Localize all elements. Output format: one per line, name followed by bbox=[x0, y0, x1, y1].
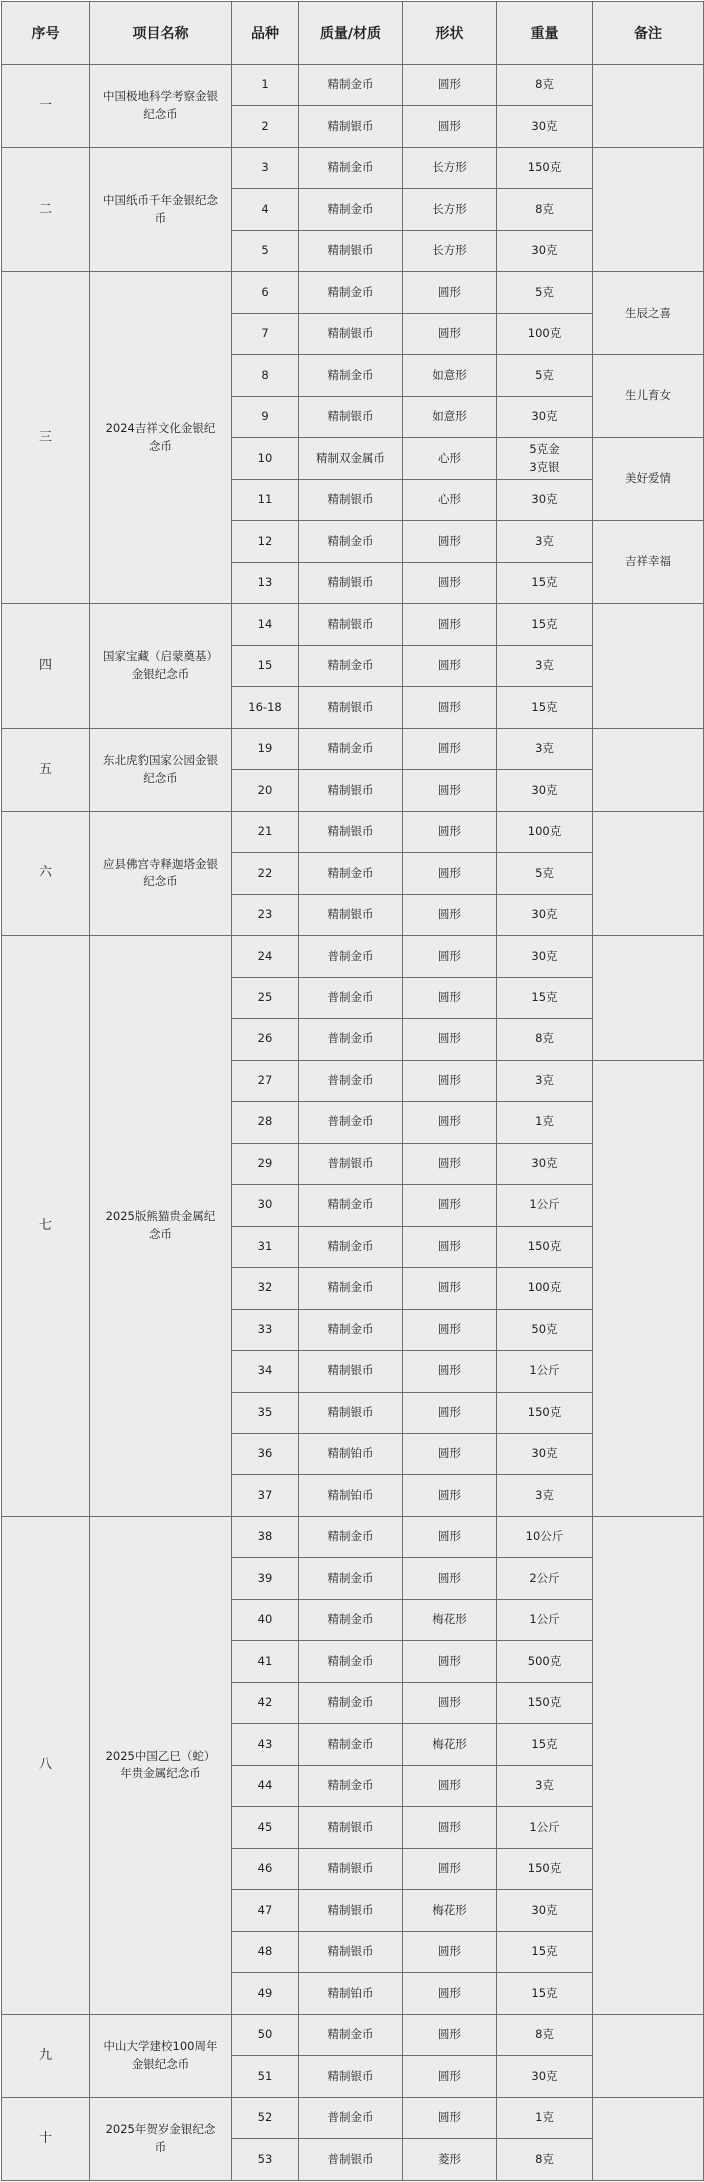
project-name: 2025年贺岁金银纪念币 bbox=[90, 2097, 232, 2180]
quality-material: 精制铂币 bbox=[299, 1475, 403, 1516]
coin-shape: 圆形 bbox=[403, 2097, 497, 2138]
coin-shape: 圆形 bbox=[403, 1060, 497, 1101]
coin-weight: 30克 bbox=[497, 479, 593, 520]
quality-material: 普制银币 bbox=[299, 1143, 403, 1184]
quality-material: 精制金币 bbox=[299, 1558, 403, 1599]
coin-weight: 100克 bbox=[497, 811, 593, 852]
remark bbox=[593, 2014, 704, 2097]
coin-shape: 心形 bbox=[403, 479, 497, 520]
variety-number: 52 bbox=[232, 2097, 299, 2138]
variety-number: 31 bbox=[232, 1226, 299, 1267]
coin-shape: 圆形 bbox=[403, 65, 497, 106]
coin-weight: 2公斤 bbox=[497, 1558, 593, 1599]
project-name: 2025版熊猫贵金属纪念币 bbox=[90, 936, 232, 1517]
quality-material: 精制银币 bbox=[299, 1890, 403, 1931]
coin-weight: 100克 bbox=[497, 313, 593, 354]
variety-number: 6 bbox=[232, 272, 299, 313]
coin-weight: 30克 bbox=[497, 1433, 593, 1474]
coin-weight: 8克 bbox=[497, 2139, 593, 2181]
coin-weight: 30克 bbox=[497, 396, 593, 437]
header-project-name: 项目名称 bbox=[90, 2, 232, 65]
project-seq: 五 bbox=[2, 728, 90, 811]
variety-number: 46 bbox=[232, 1848, 299, 1889]
remark bbox=[593, 1060, 704, 1516]
quality-material: 精制金币 bbox=[299, 1185, 403, 1226]
remark: 美好爱情 bbox=[593, 438, 704, 521]
quality-material: 精制金币 bbox=[299, 1516, 403, 1557]
coin-shape: 圆形 bbox=[403, 1973, 497, 2014]
coin-shape: 圆形 bbox=[403, 1931, 497, 1972]
quality-material: 精制银币 bbox=[299, 1931, 403, 1972]
variety-number: 44 bbox=[232, 1765, 299, 1806]
project-seq: 四 bbox=[2, 604, 90, 728]
variety-number: 25 bbox=[232, 977, 299, 1018]
quality-material: 精制金币 bbox=[299, 272, 403, 313]
coin-weight: 5克 bbox=[497, 272, 593, 313]
quality-material: 普制金币 bbox=[299, 1102, 403, 1143]
coin-weight: 1克 bbox=[497, 1102, 593, 1143]
header-shape: 形状 bbox=[403, 2, 497, 65]
coin-weight: 15克 bbox=[497, 1724, 593, 1765]
variety-number: 27 bbox=[232, 1060, 299, 1101]
variety-number: 51 bbox=[232, 2056, 299, 2097]
coin-weight: 15克 bbox=[497, 1973, 593, 2014]
coin-shape: 圆形 bbox=[403, 2056, 497, 2097]
quality-material: 精制铂币 bbox=[299, 1433, 403, 1474]
table-row bbox=[2, 1516, 704, 1557]
quality-material: 精制金币 bbox=[299, 1309, 403, 1350]
remark bbox=[593, 604, 704, 728]
quality-material: 精制银币 bbox=[299, 479, 403, 520]
coin-shape: 梅花形 bbox=[403, 1724, 497, 1765]
coin-shape: 圆形 bbox=[403, 894, 497, 935]
quality-material: 普制金币 bbox=[299, 1019, 403, 1060]
quality-material: 精制银币 bbox=[299, 687, 403, 728]
quality-material: 精制金币 bbox=[299, 1226, 403, 1267]
variety-number: 45 bbox=[232, 1807, 299, 1848]
coin-shape: 圆形 bbox=[403, 1807, 497, 1848]
variety-number: 39 bbox=[232, 1558, 299, 1599]
variety-number: 21 bbox=[232, 811, 299, 852]
variety-number: 33 bbox=[232, 1309, 299, 1350]
project-seq: 八 bbox=[2, 1516, 90, 2014]
quality-material: 精制金币 bbox=[299, 853, 403, 894]
quality-material: 普制金币 bbox=[299, 936, 403, 977]
variety-number: 47 bbox=[232, 1890, 299, 1931]
coin-weight: 30克 bbox=[497, 230, 593, 271]
variety-number: 42 bbox=[232, 1682, 299, 1723]
coin-shape: 圆形 bbox=[403, 1516, 497, 1557]
quality-material: 精制银币 bbox=[299, 230, 403, 271]
variety-number: 1 bbox=[232, 65, 299, 106]
variety-number: 16-18 bbox=[232, 687, 299, 728]
variety-number: 11 bbox=[232, 479, 299, 520]
coin-shape: 圆形 bbox=[403, 1392, 497, 1433]
project-name: 东北虎豹国家公园金银纪念币 bbox=[90, 728, 232, 811]
coin-shape: 圆形 bbox=[403, 687, 497, 728]
coin-shape: 圆形 bbox=[403, 1226, 497, 1267]
coin-shape: 圆形 bbox=[403, 1268, 497, 1309]
coin-shape: 心形 bbox=[403, 438, 497, 479]
variety-number: 2 bbox=[232, 106, 299, 147]
coin-weight: 3克 bbox=[497, 645, 593, 686]
coin-weight: 150克 bbox=[497, 1226, 593, 1267]
remark bbox=[593, 936, 704, 1060]
quality-material: 精制金币 bbox=[299, 1682, 403, 1723]
remark: 吉祥幸福 bbox=[593, 521, 704, 604]
coin-shape: 圆形 bbox=[403, 1102, 497, 1143]
variety-number: 24 bbox=[232, 936, 299, 977]
coin-shape: 圆形 bbox=[403, 1848, 497, 1889]
coin-weight: 5克金 3克银 bbox=[497, 438, 593, 479]
variety-number: 4 bbox=[232, 189, 299, 230]
coin-weight: 15克 bbox=[497, 687, 593, 728]
coin-shape: 圆形 bbox=[403, 1641, 497, 1682]
coin-weight: 3克 bbox=[497, 1765, 593, 1806]
coin-weight: 8克 bbox=[497, 1019, 593, 1060]
remark bbox=[593, 1516, 704, 2014]
quality-material: 精制金币 bbox=[299, 1641, 403, 1682]
project-seq: 七 bbox=[2, 936, 90, 1517]
coin-shape: 圆形 bbox=[403, 1682, 497, 1723]
coin-shape: 圆形 bbox=[403, 1351, 497, 1392]
quality-material: 精制银币 bbox=[299, 396, 403, 437]
variety-number: 32 bbox=[232, 1268, 299, 1309]
coin-shape: 圆形 bbox=[403, 1019, 497, 1060]
variety-number: 53 bbox=[232, 2139, 299, 2181]
coin-shape: 圆形 bbox=[403, 1433, 497, 1474]
variety-number: 10 bbox=[232, 438, 299, 479]
remark bbox=[593, 65, 704, 148]
remark: 生儿育女 bbox=[593, 355, 704, 438]
coin-shape: 圆形 bbox=[403, 562, 497, 603]
quality-material: 精制银币 bbox=[299, 894, 403, 935]
project-name: 中山大学建校100周年金银纪念币 bbox=[90, 2014, 232, 2097]
remark bbox=[593, 147, 704, 271]
header-remarks: 备注 bbox=[593, 2, 704, 65]
quality-material: 精制双金属币 bbox=[299, 438, 403, 479]
project-name: 2024吉祥文化金银纪念币 bbox=[90, 272, 232, 604]
variety-number: 15 bbox=[232, 645, 299, 686]
quality-material: 精制银币 bbox=[299, 770, 403, 811]
coin-shape: 圆形 bbox=[403, 811, 497, 852]
quality-material: 精制银币 bbox=[299, 2056, 403, 2097]
variety-number: 49 bbox=[232, 1973, 299, 2014]
quality-material: 精制金币 bbox=[299, 65, 403, 106]
coin-shape: 圆形 bbox=[403, 1143, 497, 1184]
project-name: 应县佛宫寺释迦塔金银纪念币 bbox=[90, 811, 232, 935]
variety-number: 3 bbox=[232, 147, 299, 188]
coin-weight: 150克 bbox=[497, 1682, 593, 1723]
project-name: 国家宝藏（启蒙奠基）金银纪念币 bbox=[90, 604, 232, 728]
coin-weight: 30克 bbox=[497, 936, 593, 977]
remark bbox=[593, 2097, 704, 2180]
quality-material: 普制金币 bbox=[299, 2097, 403, 2138]
coin-weight: 1公斤 bbox=[497, 1185, 593, 1226]
coin-shape: 圆形 bbox=[403, 936, 497, 977]
table-row bbox=[2, 147, 704, 188]
variety-number: 43 bbox=[232, 1724, 299, 1765]
coin-shape: 如意形 bbox=[403, 355, 497, 396]
coin-shape: 圆形 bbox=[403, 1185, 497, 1226]
coin-weight: 500克 bbox=[497, 1641, 593, 1682]
variety-number: 23 bbox=[232, 894, 299, 935]
table-row bbox=[2, 2014, 704, 2055]
variety-number: 12 bbox=[232, 521, 299, 562]
variety-number: 29 bbox=[232, 1143, 299, 1184]
coin-shape: 圆形 bbox=[403, 770, 497, 811]
coin-shape: 圆形 bbox=[403, 1475, 497, 1516]
coin-shape: 长方形 bbox=[403, 230, 497, 271]
project-name: 中国纸币千年金银纪念币 bbox=[90, 147, 232, 271]
quality-material: 精制金币 bbox=[299, 189, 403, 230]
quality-material: 精制银币 bbox=[299, 1392, 403, 1433]
coin-weight: 15克 bbox=[497, 1931, 593, 1972]
coin-shape: 圆形 bbox=[403, 272, 497, 313]
header-variety: 品种 bbox=[232, 2, 299, 65]
variety-number: 41 bbox=[232, 1641, 299, 1682]
coin-weight: 30克 bbox=[497, 770, 593, 811]
coin-shape: 菱形 bbox=[403, 2139, 497, 2181]
remark bbox=[593, 811, 704, 935]
coin-weight: 50克 bbox=[497, 1309, 593, 1350]
coin-weight: 150克 bbox=[497, 1392, 593, 1433]
variety-number: 8 bbox=[232, 355, 299, 396]
coin-weight: 1公斤 bbox=[497, 1351, 593, 1392]
coin-weight: 8克 bbox=[497, 2014, 593, 2055]
quality-material: 精制银币 bbox=[299, 1848, 403, 1889]
coin-weight: 1公斤 bbox=[497, 1807, 593, 1848]
table-row bbox=[2, 811, 704, 852]
quality-material: 精制金币 bbox=[299, 147, 403, 188]
variety-number: 19 bbox=[232, 728, 299, 769]
quality-material: 普制金币 bbox=[299, 977, 403, 1018]
coin-weight: 1克 bbox=[497, 2097, 593, 2138]
header-row bbox=[2, 2, 704, 65]
coin-shape: 圆形 bbox=[403, 521, 497, 562]
coin-shape: 圆形 bbox=[403, 853, 497, 894]
coin-weight: 15克 bbox=[497, 562, 593, 603]
variety-number: 26 bbox=[232, 1019, 299, 1060]
variety-number: 48 bbox=[232, 1931, 299, 1972]
coin-weight: 5克 bbox=[497, 853, 593, 894]
variety-number: 5 bbox=[232, 230, 299, 271]
coin-shape: 长方形 bbox=[403, 189, 497, 230]
variety-number: 28 bbox=[232, 1102, 299, 1143]
quality-material: 精制金币 bbox=[299, 2014, 403, 2055]
quality-material: 精制铂币 bbox=[299, 1973, 403, 2014]
quality-material: 普制银币 bbox=[299, 2139, 403, 2181]
coin-shape: 圆形 bbox=[403, 1309, 497, 1350]
quality-material: 精制金币 bbox=[299, 1268, 403, 1309]
variety-number: 36 bbox=[232, 1433, 299, 1474]
variety-number: 9 bbox=[232, 396, 299, 437]
coin-shape: 梅花形 bbox=[403, 1599, 497, 1640]
quality-material: 普制金币 bbox=[299, 1060, 403, 1101]
coin-shape: 圆形 bbox=[403, 645, 497, 686]
variety-number: 13 bbox=[232, 562, 299, 603]
table-row bbox=[2, 728, 704, 769]
coin-shape: 圆形 bbox=[403, 1765, 497, 1806]
variety-number: 40 bbox=[232, 1599, 299, 1640]
coin-weight: 30克 bbox=[497, 106, 593, 147]
project-seq: 九 bbox=[2, 2014, 90, 2097]
table-row bbox=[2, 272, 704, 313]
remark: 生辰之喜 bbox=[593, 272, 704, 355]
project-name: 中国极地科学考察金银纪念币 bbox=[90, 65, 232, 148]
coin-weight: 30克 bbox=[497, 1143, 593, 1184]
coin-weight: 30克 bbox=[497, 2056, 593, 2097]
coin-weight: 3克 bbox=[497, 521, 593, 562]
coin-weight: 3克 bbox=[497, 728, 593, 769]
variety-number: 7 bbox=[232, 313, 299, 354]
header-seq: 序号 bbox=[2, 2, 90, 65]
variety-number: 38 bbox=[232, 1516, 299, 1557]
quality-material: 精制金币 bbox=[299, 521, 403, 562]
quality-material: 精制银币 bbox=[299, 562, 403, 603]
project-seq: 十 bbox=[2, 2097, 90, 2180]
variety-number: 20 bbox=[232, 770, 299, 811]
quality-material: 精制金币 bbox=[299, 1724, 403, 1765]
coin-weight: 3克 bbox=[497, 1060, 593, 1101]
coin-shape: 圆形 bbox=[403, 977, 497, 1018]
coin-weight: 30克 bbox=[497, 894, 593, 935]
variety-number: 22 bbox=[232, 853, 299, 894]
coin-shape: 圆形 bbox=[403, 313, 497, 354]
table-row bbox=[2, 936, 704, 977]
coin-weight: 8克 bbox=[497, 65, 593, 106]
quality-material: 精制银币 bbox=[299, 1351, 403, 1392]
coin-shape: 长方形 bbox=[403, 147, 497, 188]
coin-weight: 30克 bbox=[497, 1890, 593, 1931]
header-weight: 重量 bbox=[497, 2, 593, 65]
table-row bbox=[2, 2097, 704, 2138]
quality-material: 精制金币 bbox=[299, 355, 403, 396]
coin-weight: 3克 bbox=[497, 1475, 593, 1516]
quality-material: 精制银币 bbox=[299, 1807, 403, 1848]
project-seq: 一 bbox=[2, 65, 90, 148]
coin-weight: 150克 bbox=[497, 147, 593, 188]
project-seq: 二 bbox=[2, 147, 90, 271]
coin-shape: 圆形 bbox=[403, 604, 497, 645]
quality-material: 精制金币 bbox=[299, 645, 403, 686]
header-quality-material: 质量/材质 bbox=[299, 2, 403, 65]
coin-weight: 8克 bbox=[497, 189, 593, 230]
project-name: 2025中国乙巳（蛇）年贵金属纪念币 bbox=[90, 1516, 232, 2014]
quality-material: 精制金币 bbox=[299, 1765, 403, 1806]
project-seq: 三 bbox=[2, 272, 90, 604]
coin-weight: 1公斤 bbox=[497, 1599, 593, 1640]
variety-number: 34 bbox=[232, 1351, 299, 1392]
coin-weight: 10公斤 bbox=[497, 1516, 593, 1557]
quality-material: 精制银币 bbox=[299, 604, 403, 645]
quality-material: 精制银币 bbox=[299, 313, 403, 354]
coin-shape: 圆形 bbox=[403, 728, 497, 769]
coin-weight: 150克 bbox=[497, 1848, 593, 1889]
coin-weight: 15克 bbox=[497, 604, 593, 645]
coin-shape: 如意形 bbox=[403, 396, 497, 437]
table-body bbox=[2, 65, 704, 2181]
coin-weight: 5克 bbox=[497, 355, 593, 396]
coin-weight: 100克 bbox=[497, 1268, 593, 1309]
quality-material: 精制银币 bbox=[299, 811, 403, 852]
project-seq: 六 bbox=[2, 811, 90, 935]
quality-material: 精制金币 bbox=[299, 728, 403, 769]
variety-number: 35 bbox=[232, 1392, 299, 1433]
coin-shape: 梅花形 bbox=[403, 1890, 497, 1931]
coin-shape: 圆形 bbox=[403, 106, 497, 147]
remark bbox=[593, 728, 704, 811]
quality-material: 精制银币 bbox=[299, 106, 403, 147]
coin-shape: 圆形 bbox=[403, 2014, 497, 2055]
table-row bbox=[2, 604, 704, 645]
variety-number: 50 bbox=[232, 2014, 299, 2055]
variety-number: 30 bbox=[232, 1185, 299, 1226]
coin-weight: 15克 bbox=[497, 977, 593, 1018]
coin-shape: 圆形 bbox=[403, 1558, 497, 1599]
variety-number: 37 bbox=[232, 1475, 299, 1516]
table-row bbox=[2, 65, 704, 106]
quality-material: 精制金币 bbox=[299, 1599, 403, 1640]
coin-table bbox=[1, 1, 704, 2181]
variety-number: 14 bbox=[232, 604, 299, 645]
